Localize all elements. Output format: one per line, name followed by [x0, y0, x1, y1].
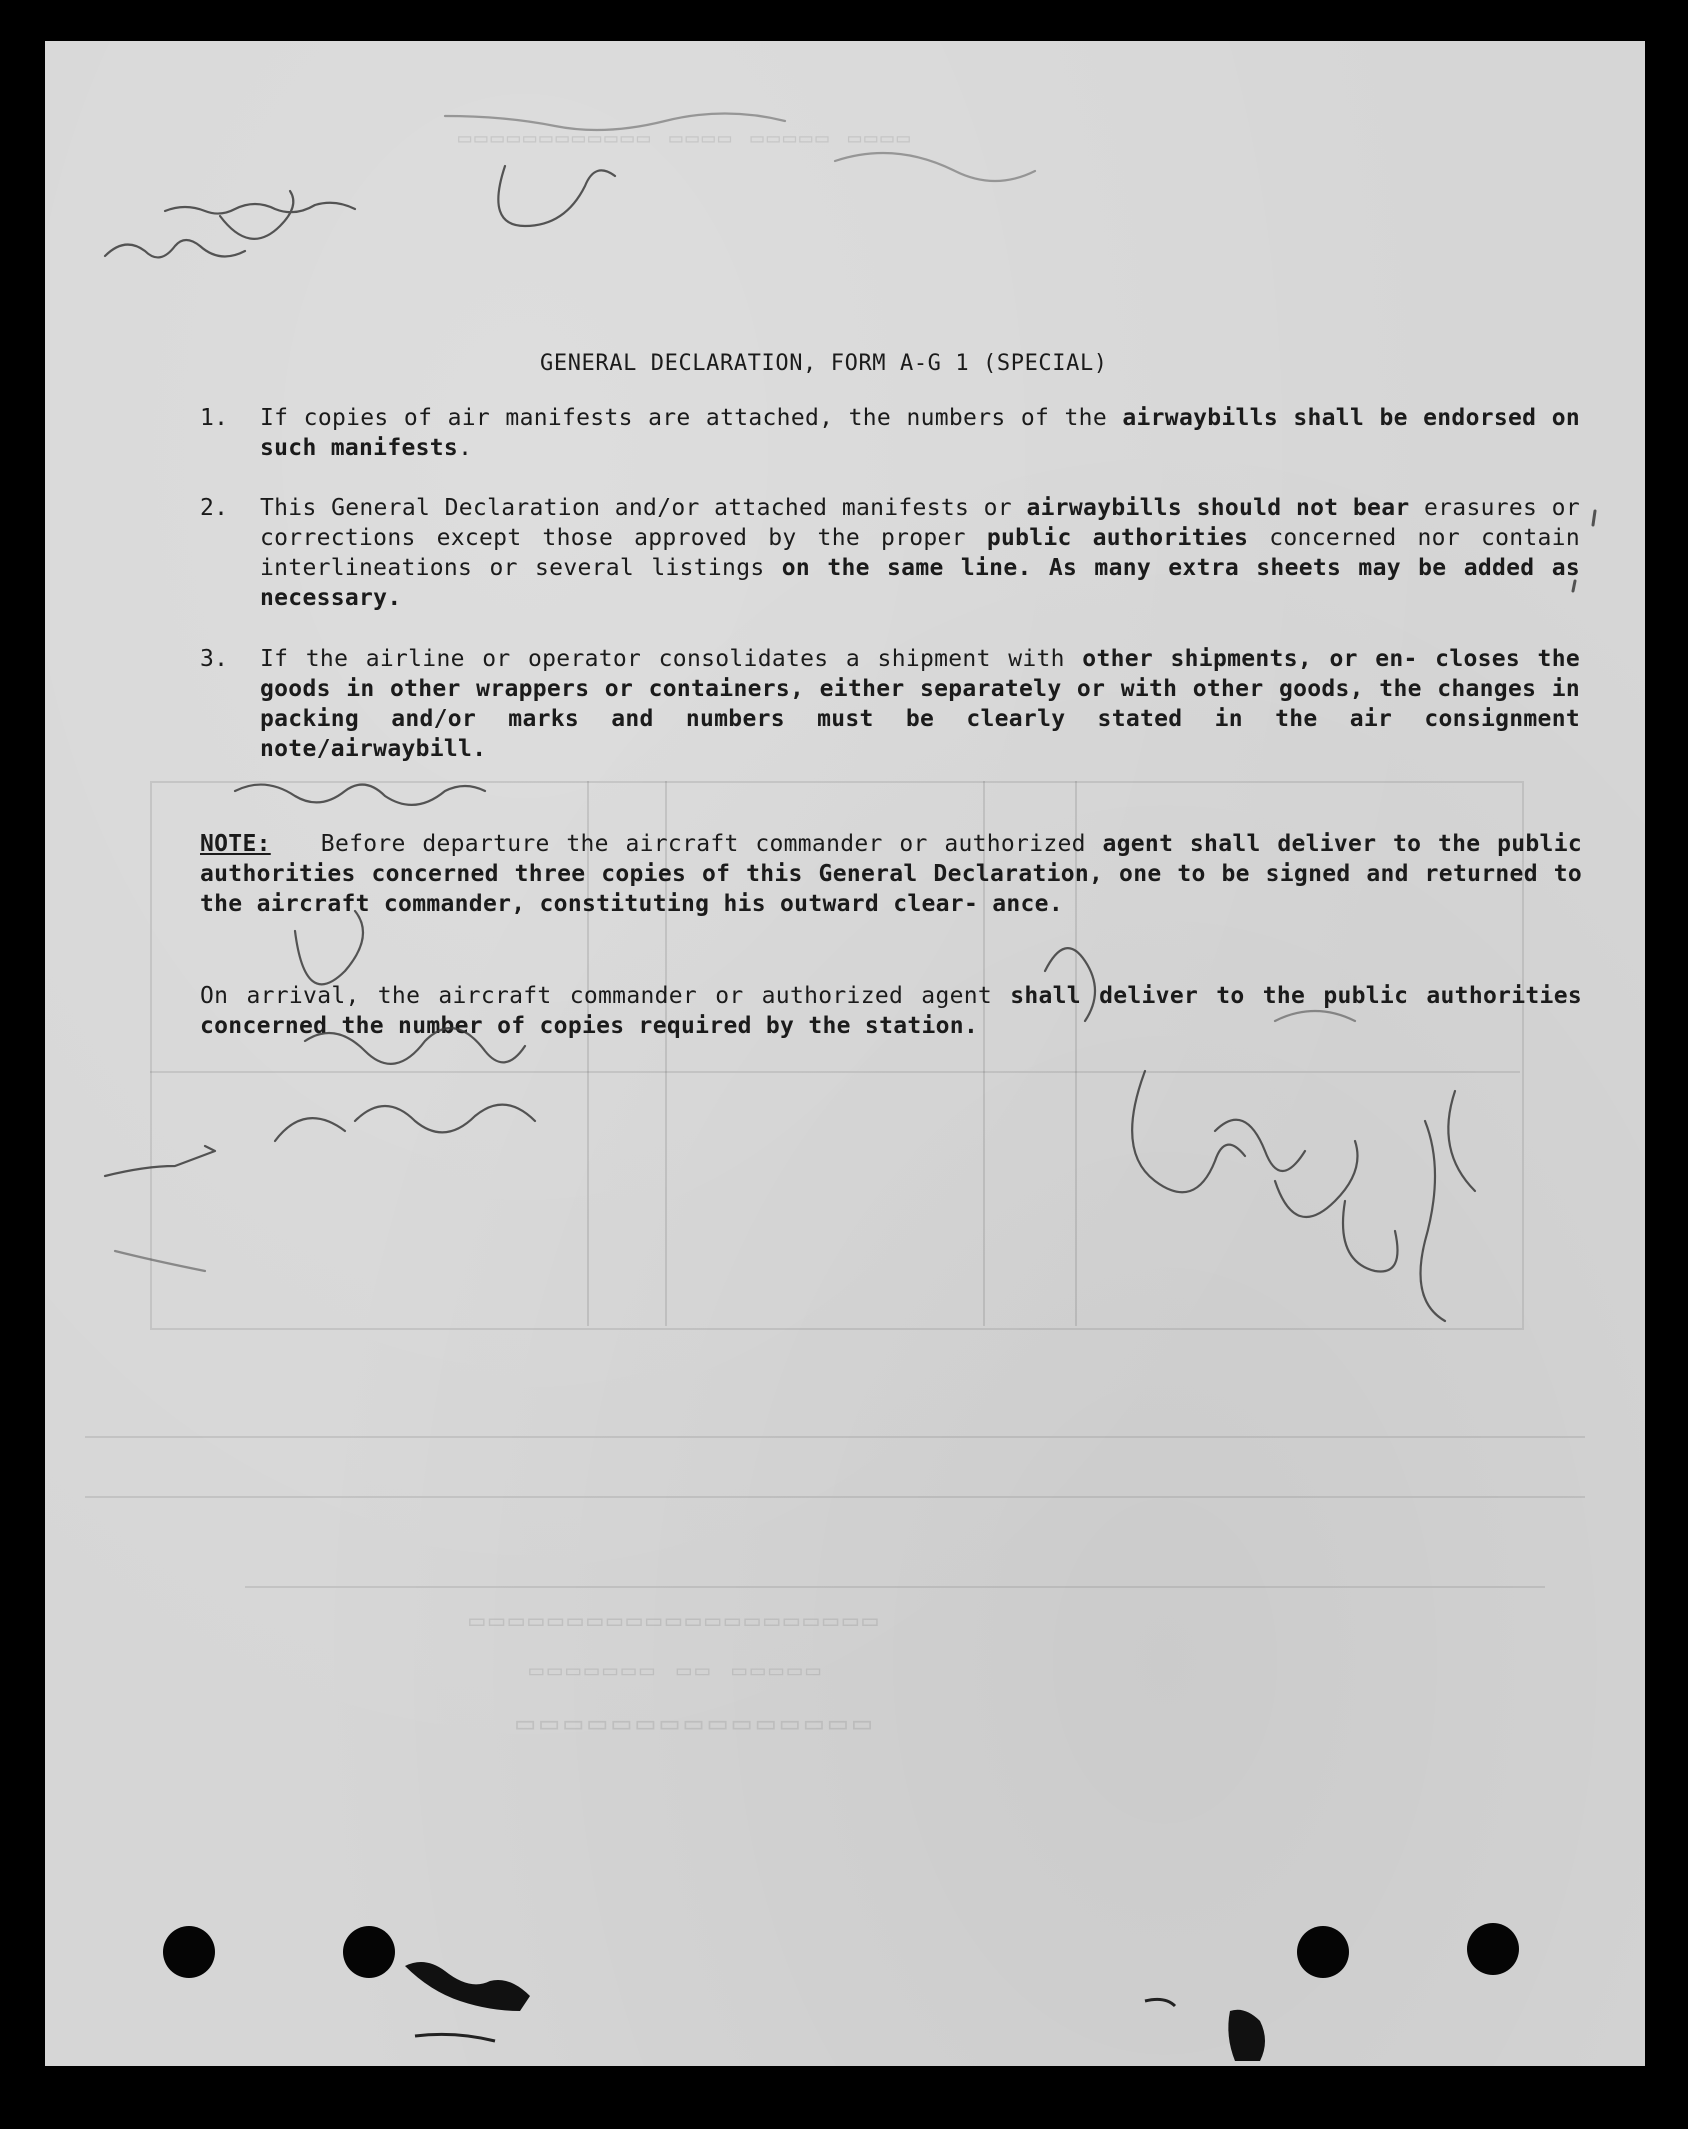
- bleed-through-text: ▭▭▭▭▭▭▭▭▭▭▭▭▭▭▭▭▭▭▭▭▭: [465, 1606, 878, 1636]
- item-text-plain: If the airline or operator consolidates a shipment with: [260, 646, 1083, 672]
- bleed-through-line: [85, 1436, 1585, 1438]
- note-label: NOTE:: [200, 831, 271, 857]
- arrival-paragraph: [200, 981, 1582, 1041]
- item-text: [260, 403, 1580, 463]
- punch-hole: [1467, 1923, 1519, 1975]
- item-text-plain: concerned nor contain interlineations or several listings: [260, 525, 1580, 581]
- tear-mark: [1145, 1999, 1175, 2006]
- bleed-through-line: [245, 1586, 1545, 1588]
- signature-stroke: [105, 240, 245, 257]
- signature-stroke: [1593, 511, 1595, 525]
- note-text-plain: Before departure the aircraft commander or authorized: [320, 831, 1103, 857]
- punch-hole: [343, 1926, 395, 1978]
- item-text-bold: airwaybills should not bear: [1026, 495, 1410, 521]
- item-number: 2.: [200, 495, 229, 521]
- item-text: [260, 493, 1580, 613]
- item-text-plain: This General Declaration and/or attached manifests or: [260, 495, 1027, 521]
- signature-stroke: [835, 153, 1035, 181]
- item-text-bold: other shipments, or en- closes the goods in other wrappers or containers, either separately or with other goods, the changes in packing and/or marks and numbers must be clearly stated in the air consignment note/airwaybill.: [260, 646, 1580, 762]
- bleed-through-text: ▭▭▭▭▭▭▭▭▭▭▭▭▭▭▭: [510, 1706, 871, 1741]
- tear-mark: [1228, 2010, 1265, 2061]
- punch-hole: [163, 1926, 215, 1978]
- signature-stroke: [165, 203, 355, 214]
- item-number: 1.: [200, 405, 229, 431]
- declaration-title: GENERAL DECLARATION, FORM A-G 1 (SPECIAL): [540, 351, 1108, 376]
- instruction-item: [200, 644, 1580, 766]
- item-text-plain: erasures or corrections except those approved by the proper: [260, 495, 1580, 551]
- item-text-plain: If copies of air manifests are attached, the numbers of the: [260, 405, 1123, 431]
- item-text-bold: airwaybills shall be endorsed on such manifests: [260, 405, 1580, 461]
- arrival-text-bold: shall deliver to the public authorities concerned the number of copies required by the station.: [200, 983, 1583, 1039]
- bleed-through-line: [150, 1071, 1520, 1073]
- tear-mark: [415, 2034, 495, 2041]
- bleed-through-line: [85, 1496, 1585, 1498]
- tear-mark: [405, 1962, 530, 2011]
- instruction-item: [200, 403, 1580, 465]
- bleed-through-text: ▭▭▭▭ ▭▭▭▭▭ ▭▭▭▭ ▭▭▭▭▭▭▭▭▭▭▭▭: [455, 126, 910, 151]
- punch-hole: [1297, 1926, 1349, 1978]
- signature-stroke: [498, 166, 615, 226]
- instruction-item: [200, 493, 1580, 615]
- document-page: [45, 41, 1645, 2066]
- item-text-bold: on the same line. As many extra sheets may be added as necessary.: [260, 555, 1580, 611]
- signature-stroke: [220, 191, 293, 239]
- arrival-text-plain: On arrival, the aircraft commander or authorized agent: [200, 983, 1011, 1009]
- note-text-bold: agent shall deliver to the public authorities concerned three copies of this General Declaration, one to be signed and returned to the aircraft commander, constituting his outward clear- ance.: [200, 831, 1583, 917]
- note-paragraph: [200, 829, 1582, 919]
- item-text: [260, 644, 1580, 764]
- item-number: 3.: [200, 646, 229, 672]
- bleed-through-text: ▭▭▭▭▭ ▭▭ ▭▭▭▭▭▭▭: [525, 1656, 821, 1684]
- item-text-bold: public authorities: [986, 525, 1249, 551]
- item-text-end: .: [458, 435, 473, 461]
